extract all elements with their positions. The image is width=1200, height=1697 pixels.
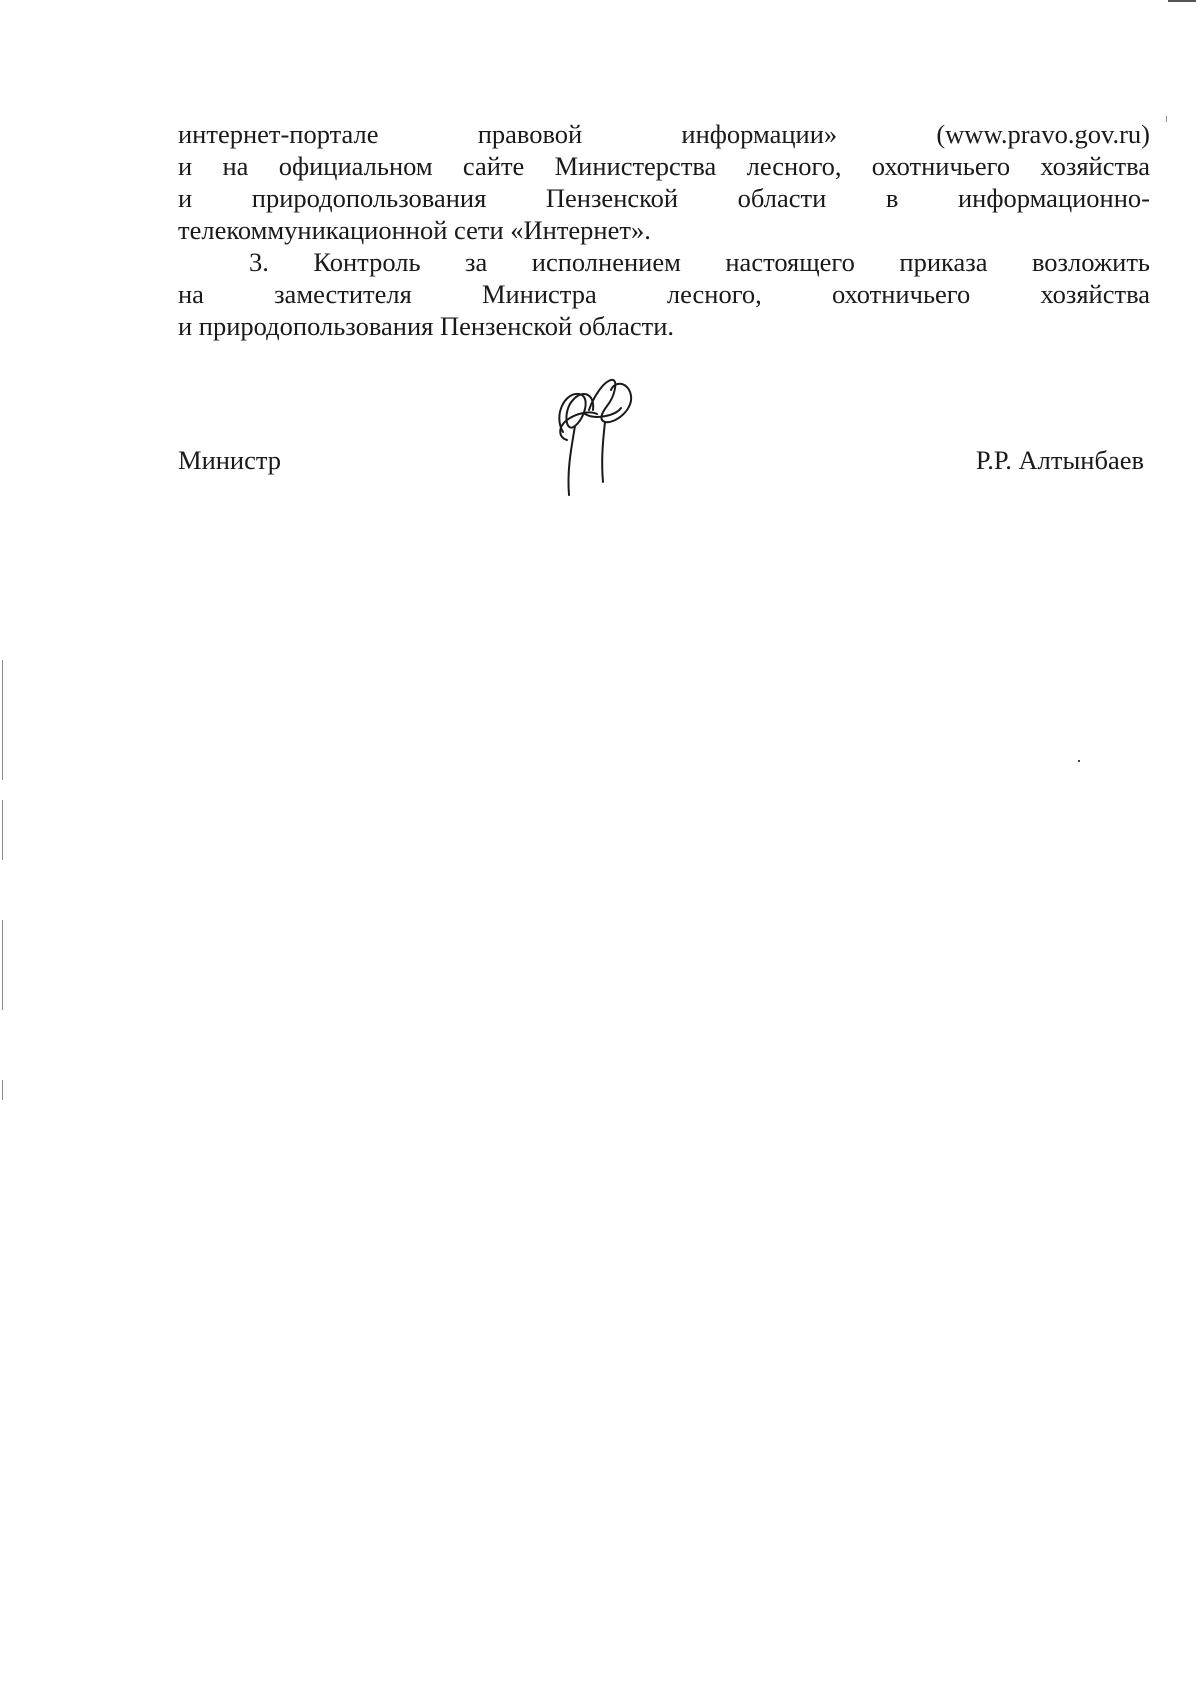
- text-line: и на официальном сайте Министерства лесного, охотничьего хозяйства: [178, 151, 1150, 181]
- text-line: телекоммуникационной сети «Интернет».: [178, 215, 651, 245]
- scan-corner-mark: [1168, 0, 1196, 2]
- scan-edge-mark: [2, 1080, 3, 1100]
- text-line: и природопользования Пензенской области.: [178, 311, 674, 341]
- scan-edge-mark: [2, 800, 3, 860]
- signatory-title: Министр: [178, 445, 282, 475]
- document-body: [178, 118, 1150, 342]
- text-line: интернет-портале правовой информации» (www.pravo.gov.ru): [178, 119, 1150, 149]
- text-line: 3. Контроль за исполнением настоящего приказа возложить: [249, 247, 1150, 277]
- scan-dot: [1078, 760, 1080, 762]
- scan-dot: [1166, 116, 1167, 122]
- scan-edge-mark: [2, 660, 3, 780]
- handwritten-signature: [545, 370, 655, 510]
- signatory-name: Р.Р. Алтынбаев: [975, 445, 1144, 475]
- scan-edge-mark: [2, 920, 3, 1010]
- text-line: на заместителя Министра лесного, охотничьего хозяйства: [178, 279, 1150, 309]
- text-line: и природопользования Пензенской области в информационно-: [178, 183, 1150, 213]
